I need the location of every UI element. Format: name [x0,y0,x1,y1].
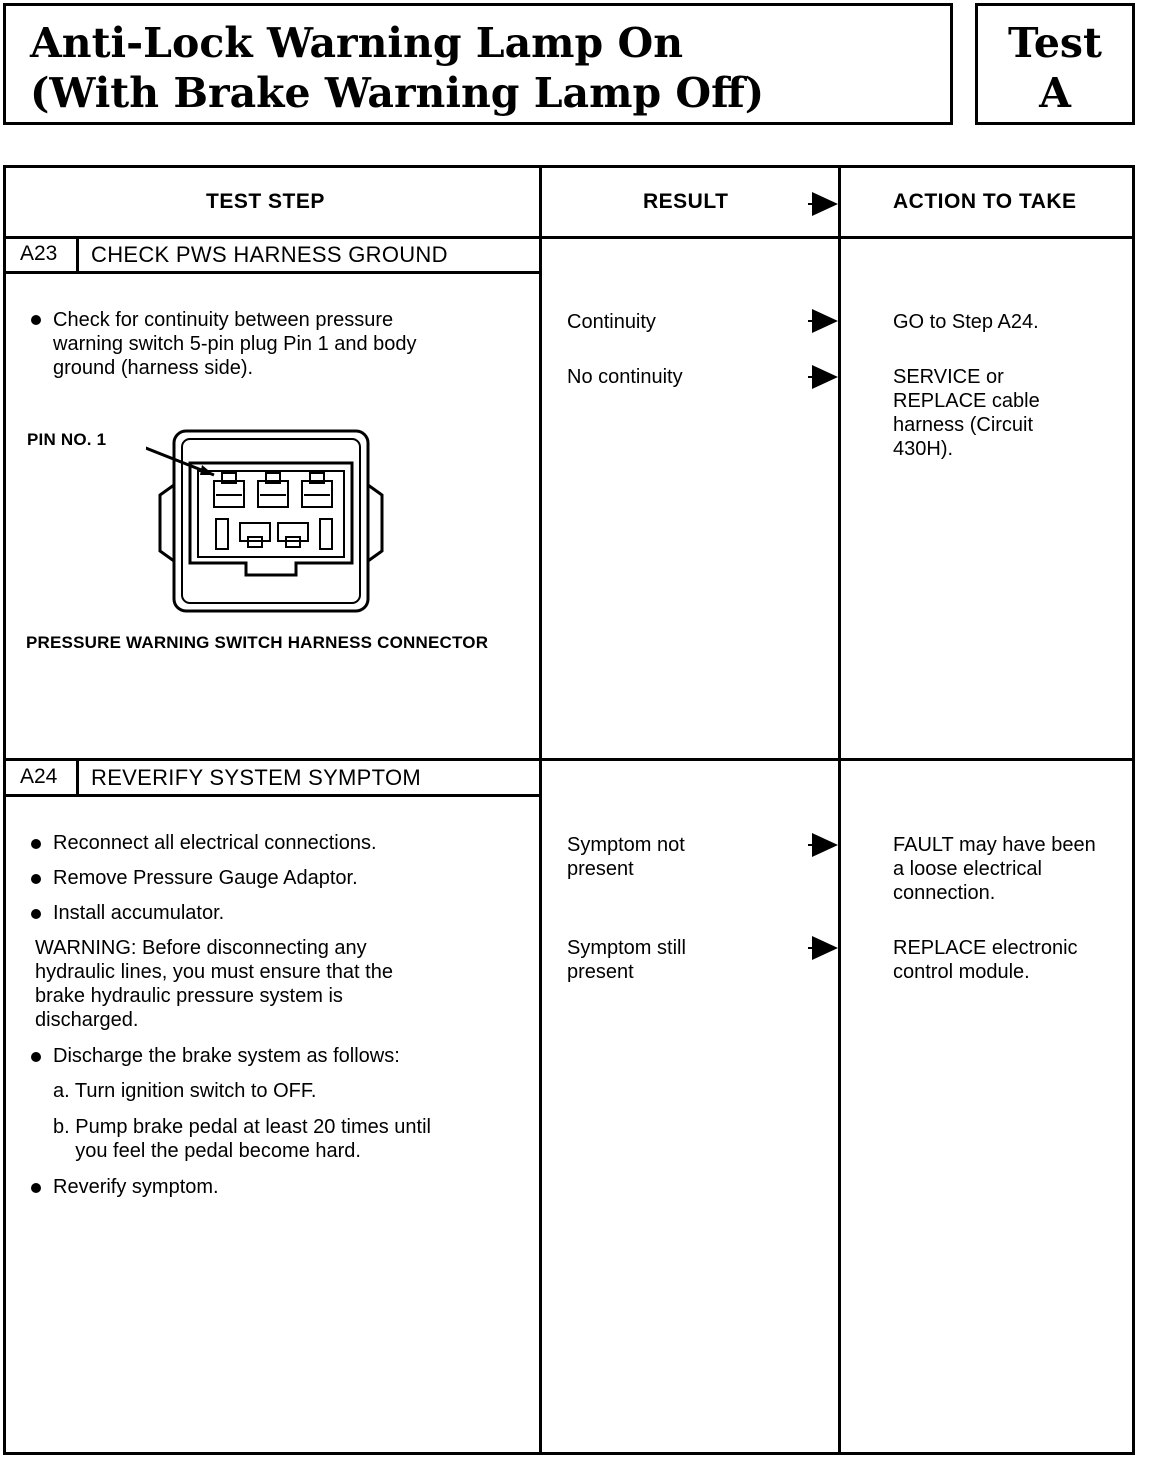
header-action: ACTION TO TAKE [893,190,1077,213]
step-title: REVERIFY SYSTEM SYMPTOM [91,765,422,790]
result-text: Symptom still present [567,937,686,983]
step-a24-title-underline [6,794,539,797]
connector-diagram [146,423,396,623]
header-result: RESULT [643,190,729,213]
result-text: Continuity [567,311,656,333]
result-arrow-icon [812,833,838,857]
action-text: SERVICE or REPLACE cable harness (Circuit 430H). [893,366,1040,460]
step-a23-id-divider [76,236,79,271]
test-id-box [975,3,1135,125]
pin-label: PIN NO. 1 [27,430,107,449]
result-arrow-icon [812,936,838,960]
diagnostic-table [3,165,1135,1455]
result-arrow-icon [812,365,838,389]
page-title: Anti-Lock Warning Lamp On (With Brake Warning Lamp Off) [30,19,765,117]
bullet-icon [31,1183,41,1193]
substep-text: b. Pump brake pedal at least 20 times until you feel the pedal become hard. [53,1116,431,1162]
instruction-text: Check for continuity between pressure warning switch 5-pin plug Pin 1 and body ground (harness side). [53,309,417,379]
instruction-text: Install accumulator. [53,902,225,924]
bullet-icon [31,909,41,919]
bullet-icon [31,315,41,325]
instruction-text: Remove Pressure Gauge Adaptor. [53,867,358,889]
test-label: Test [1008,19,1102,67]
title-box [3,3,953,125]
instruction-text: Reconnect all electrical connections. [53,832,377,854]
header-divider [6,236,1132,239]
step-divider [6,758,1132,761]
result-text: No continuity [567,366,683,388]
step-id: A24 [20,765,58,788]
bullet-icon [31,874,41,884]
result-arrow-icon [812,309,838,333]
header-test-step: TEST STEP [206,190,325,213]
warning-text: WARNING: Before disconnecting any hydraulic lines, you must ensure that the brake hydraulic pressure system is discharged. [35,937,393,1031]
result-text: Symptom not present [567,834,685,880]
instruction-text: Reverify symptom. [53,1176,219,1198]
figure-caption: PRESSURE WARNING SWITCH HARNESS CONNECTOR [26,633,489,652]
instruction-text: Discharge the brake system as follows: [53,1045,400,1067]
action-text: GO to Step A24. [893,311,1039,333]
column-divider-result [539,168,542,1452]
step-a23-title-underline [6,271,539,274]
result-arrow-icon [812,192,838,216]
step-title: CHECK PWS HARNESS GROUND [91,242,448,267]
bullet-icon [31,1052,41,1062]
step-a24-id-divider [76,758,79,794]
column-divider-action [838,168,841,1452]
action-text: REPLACE electronic control module. [893,937,1078,983]
action-text: FAULT may have been a loose electrical connection. [893,834,1096,904]
test-id: A [1039,69,1071,117]
substep-text: a. Turn ignition switch to OFF. [53,1080,317,1102]
step-id: A23 [20,242,58,265]
bullet-icon [31,839,41,849]
